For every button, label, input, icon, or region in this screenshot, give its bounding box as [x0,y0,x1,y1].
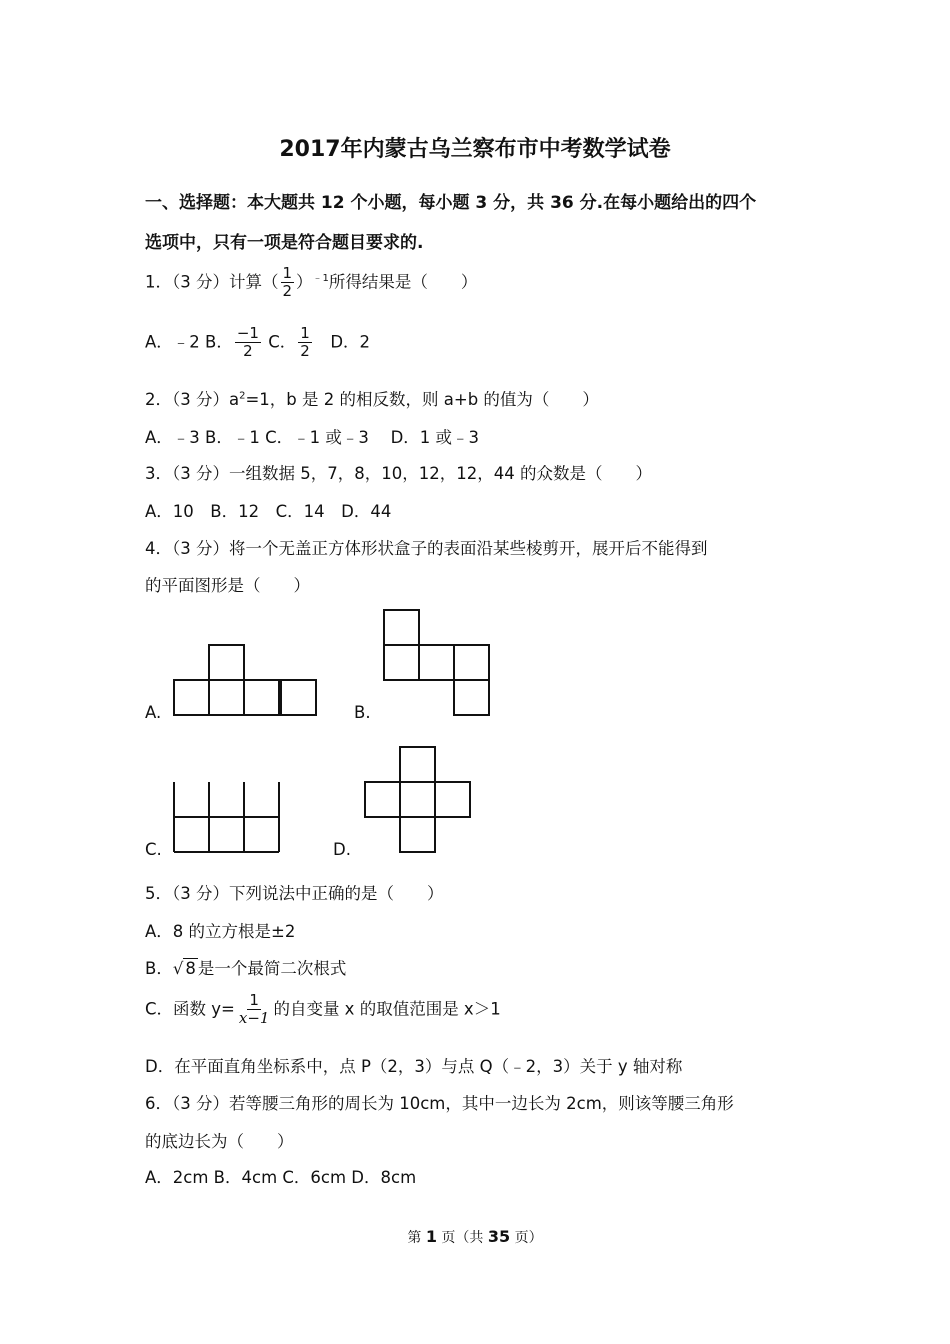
question-6-stem-line1: 6．（3 分）若等腰三角形的周长为 10cm，其中一边长为 2cm，则该等腰三角形 [145,1094,734,1113]
question-5-option-b: B．√ 8 是一个最简二次根式 [145,959,347,978]
question-5-option-a: A．8 的立方根是±2 [145,922,296,941]
q4-option-a-net [170,640,325,720]
q1-exponent: ﹣1 [312,272,329,284]
q4-option-d-label: D. [333,840,351,859]
question-3-stem: 3．（3 分）一组数据 5，7，8，10，12，12，44 的众数是（ ） [145,464,652,483]
question-1-stem: 1．（3 分）计算（ $\frac{1}{2}$ ）$^{﹣1}$所得结果是（ ） [145,264,478,301]
section-heading-line1: 一、选择题：本大题共 12 个小题，每小题 3 分，共 36 分.在每小题给出的四个 [145,193,757,213]
q1-option-c-fraction: $\frac{1}{2}$ [300,324,310,361]
q4-option-b-net [379,605,494,720]
q4-option-a-label: A. [145,703,162,722]
q5-option-c-fraction: $\frac{1}{x-1}$ [238,991,270,1028]
q4-option-b-label: B. [354,703,371,722]
question-5-stem: 5．（3 分）下列说法中正确的是（ ） [145,884,444,903]
page-footer: 第 1 页（共 35 页） [407,1227,543,1246]
question-4-stem-line2: 的平面图形是（ ） [145,576,310,595]
q1-option-b-fraction: $\frac{-1}{2}$ [236,324,259,361]
question-4-stem-line1: 4．（3 分）将一个无盖正方体形状盒子的表面沿某些棱剪开，展开后不能得到 [145,539,708,558]
q4-option-c-label: C. [145,840,162,859]
question-1-options: A．﹣2 B． $\frac{-1}{2}$ C． $\frac{1}{2}$ D．2 [145,324,371,361]
page-number: 1 [425,1227,437,1246]
sqrt-sign: √ [172,959,184,978]
page-title: 2017年内蒙古乌兰察布市中考数学试卷 [279,137,671,162]
total-pages: 35 [487,1227,511,1246]
question-5-option-c: C．函数 y= $\frac{1}{x-1}$ 的自变量 x 的取值范围是 x＞1 [145,991,501,1028]
q1-fraction: $\frac{1}{2}$ [282,264,293,301]
question-5-option-d: D．在平面直角坐标系中，点 P（2，3）与点 Q（﹣2，3）关于 y 轴对称 [145,1057,683,1076]
q1-prefix: 1．（3 分）计算（ [145,272,279,292]
question-2-stem: 2．（3 分）$a^2=1$，b 是 2 的相反数，则 a+b 的值为（ ） [145,390,599,409]
question-6-options: A．2cm B．4cm C．6cm D．8cm [145,1168,417,1187]
q4-option-d-net [360,742,475,857]
question-3-options: A．10 B．12 C．14 D．44 [145,502,392,521]
q4-option-c-net [170,777,285,857]
question-2-options: A．﹣3 B．﹣1 C．﹣1 或﹣3 D．1 或﹣3 [145,428,480,447]
question-6-stem-line2: 的底边长为（ ） [145,1132,294,1151]
section-heading-line2: 选项中，只有一项是符合题目要求的. [145,233,424,253]
